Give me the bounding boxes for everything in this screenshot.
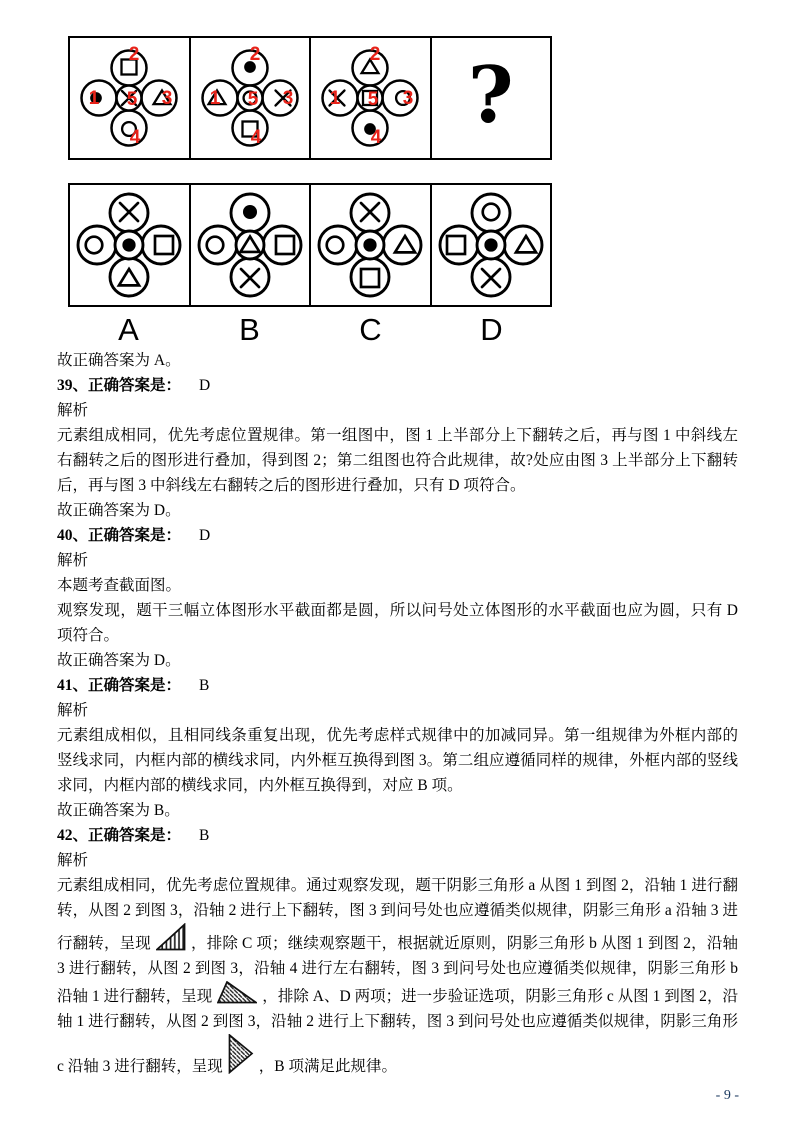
- question-38-figure: [68, 36, 552, 349]
- stimulus-panel: [191, 38, 312, 158]
- answer-letter: B: [199, 827, 210, 844]
- option-panel-a: [70, 185, 191, 305]
- svg-text:5: 5: [367, 89, 379, 110]
- explanation-40-line2: 观察发现，题干三幅立体图形水平截面都是圆，所以问号处立体图形的水平截面也应为圆，只有 D 项符合。: [57, 602, 738, 644]
- answer-heading-39: [57, 373, 738, 398]
- jiexi-label: 解析: [57, 702, 89, 719]
- option-letter-a: A: [118, 312, 139, 347]
- stimulus-row: [68, 36, 552, 160]
- option-letter-c: C: [359, 312, 382, 347]
- flower-figure: [192, 186, 308, 304]
- explanation-42-part2: ，排除 C 项；继续观察题干，根据就近原则，阴影三角形 b 从图 1 到图 2，沿轴 3 进行翻转，从图 2 到图 3，沿轴 4 进行左右翻转，图 3 到问号处也应遵循类似规律，阴影三角形 b 沿轴 1 进行翻转，呈现: [57, 935, 738, 1005]
- svg-text:5: 5: [247, 89, 259, 110]
- explanation-42-part3: ，排除 A、D 两项；进一步验证选项，阴影三角形 c 从图 1 到图 2，沿轴 1 进行翻转，从图 2 到图 3，沿轴 2 进行上下翻转，图 3 到问号处也应遵循类似规律，阴影三角形 c 沿轴 3 进行翻转，呈现: [57, 988, 738, 1075]
- jiexi-label: 解析: [57, 402, 89, 419]
- stimulus-panel: [70, 38, 191, 158]
- flower-figure: [312, 39, 428, 157]
- option-panel-d: [432, 185, 551, 305]
- result-line-40: 故正确答案为 D。: [57, 652, 181, 669]
- answer-heading-41: [57, 673, 738, 698]
- explanation-42-part1: 元素组成相同，优先考虑位置规律。通过观察发现，题干阴影三角形 a 从图 1 到图 2，沿轴 1 进行翻转，从图 2 到图 3，沿轴 2 进行上下翻转，图 3 到问号处也应遵循类似规律，阴影三角形 a 沿轴 3 进行翻转，呈现: [57, 877, 738, 952]
- svg-text:3: 3: [282, 88, 294, 109]
- svg-text:2: 2: [128, 44, 140, 65]
- vertical-striped-right-triangle-icon: [156, 923, 186, 951]
- svg-text:4: 4: [129, 127, 141, 148]
- option-letter-b: B: [239, 312, 260, 347]
- result-line-39: 故正确答案为 D。: [57, 502, 181, 519]
- jiexi-label: 解析: [57, 552, 89, 569]
- result-line-41: 故正确答案为 B。: [57, 802, 180, 819]
- question-mark-panel: [432, 38, 551, 158]
- row-gap: [68, 160, 552, 183]
- answer-heading-42: [57, 823, 738, 848]
- flower-figure: [71, 39, 187, 157]
- option-letters-row: [68, 311, 552, 349]
- answer-heading-label: 42、正确答案是：: [57, 827, 182, 844]
- answer-heading-label: 39、正确答案是：: [57, 377, 182, 394]
- diagonal-hatched-right-pointing-triangle-icon: [228, 1034, 254, 1074]
- explanation-39: 元素组成相同，优先考虑位置规律。第一组图中，图 1 上半部分上下翻转之后，再与图 1 中斜线左右翻转之后的图形进行叠加，得到图 2；第二组图也符合此规律，故?处应由图 3 上半部分上下翻转后，再与图 3 中斜线左右翻转之后的图形进行叠加，只有 D 项符合。: [57, 427, 738, 494]
- svg-text:4: 4: [370, 127, 382, 148]
- answer-heading-label: 41、正确答案是：: [57, 677, 182, 694]
- explanation-40-line1: 本题考查截面图。: [57, 577, 182, 594]
- explanation-42-part4: ，B 项满足此规律。: [258, 1058, 397, 1075]
- answer-letter: B: [199, 677, 210, 694]
- svg-text:5: 5: [126, 89, 138, 110]
- stimulus-panel: [311, 38, 432, 158]
- question-mark: ?: [467, 50, 514, 141]
- svg-text:2: 2: [369, 44, 381, 65]
- answer-heading-40: [57, 523, 738, 548]
- flower-figure: [71, 186, 187, 304]
- result-line-38: 故正确答案为 A。: [57, 352, 181, 369]
- diagonal-hatched-wide-triangle-icon: [217, 981, 257, 1004]
- option-panel-c: [311, 185, 432, 305]
- flower-figure: [192, 39, 308, 157]
- svg-text:2: 2: [249, 44, 261, 65]
- answer-explanations: [57, 348, 738, 1079]
- flower-figure: [433, 186, 549, 304]
- svg-text:3: 3: [161, 88, 173, 109]
- answer-heading-label: 40、正确答案是：: [57, 527, 182, 544]
- option-letter-d: D: [480, 312, 503, 347]
- svg-text:1: 1: [88, 88, 100, 109]
- explanation-42: [57, 873, 738, 1079]
- options-row: [68, 183, 552, 307]
- answer-letter: D: [199, 527, 211, 544]
- explanation-41: 元素组成相似，且相同线条重复出现，优先考虑样式规律中的加减同异。第一组规律为外框内部的竖线求同，内框内部的横线求同，内外框互换得到图 3。第二组应遵循同样的规律，外框内部的竖线求同，内框内部的横线求同，内外框互换得到，对应 B 项。: [57, 727, 738, 794]
- svg-text:1: 1: [209, 88, 221, 109]
- svg-text:4: 4: [250, 127, 262, 148]
- page-number: - 9 -: [715, 1088, 739, 1103]
- option-panel-b: [191, 185, 312, 305]
- svg-text:1: 1: [329, 88, 341, 109]
- jiexi-label: 解析: [57, 852, 89, 869]
- flower-figure: [312, 186, 428, 304]
- answer-letter: D: [199, 377, 211, 394]
- svg-text:3: 3: [402, 88, 414, 109]
